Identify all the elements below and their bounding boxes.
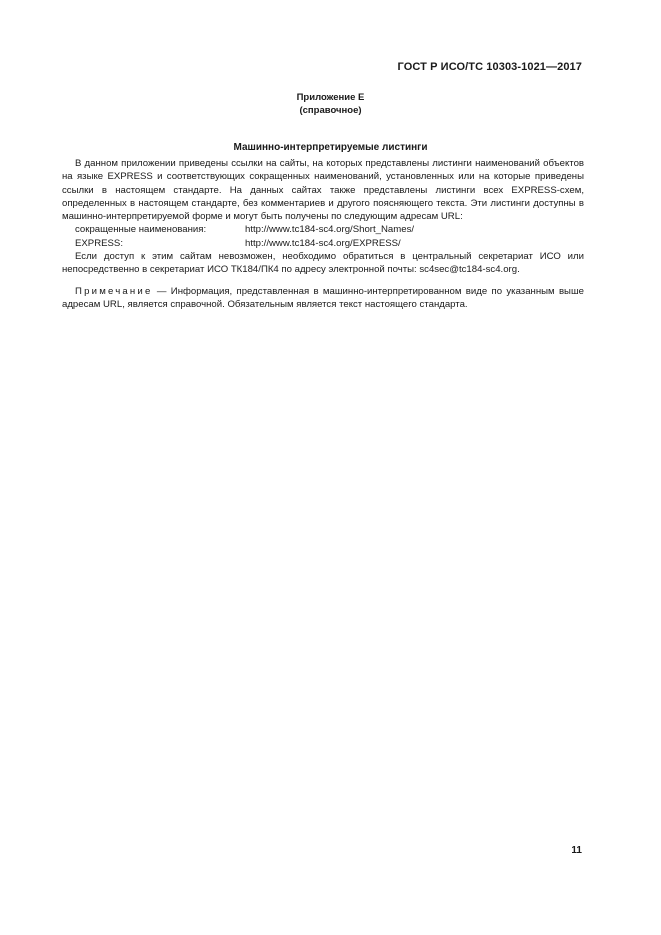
appendix-subtitle: (справочное) <box>299 105 362 116</box>
intro-paragraph: В данном приложении приведены ссылки на сайты, на которых представлены листинги наименований объектов на языке EXPRESS и соответствующих сокращенных наименований, установленных или на которые приведены ссылки в настоящем стандарте. На данных сайтах также представлены листинги всех EXPRESS-схем, определенных в настоящем стандарте, без комментариев и другого поясняющего текста. Эти листинги доступны в машинно-интерпретируемой форме и могут быть получены по следующим адресам URL: <box>62 158 584 223</box>
standard-designation: ГОСТ Р ИСО/ТС 10303-1021—2017 <box>397 61 582 73</box>
page-number: 11 <box>571 845 582 856</box>
note-label: Примечание <box>75 285 153 297</box>
contact-paragraph: Если доступ к этим сайтам невозможен, необходимо обратиться в центральный секретариат ИСО или непосредственно в секретариат ИСО ТК184/ПК4 по адресу электронной почты: sc4sec@tc184-sc4.org. <box>62 251 584 276</box>
body-text <box>62 157 584 311</box>
url-link[interactable]: http://www.tc184-sc4.org/Short_Names/ <box>245 224 415 236</box>
note-text: — Информация, представленная в машинно-интерпретированном виде по указанным выше адресам URL, является справочной. Обязательным является текст настоящего стандарта. <box>62 285 584 310</box>
url-row-short-names <box>62 223 584 236</box>
url-label: EXPRESS: <box>75 237 123 249</box>
note-paragraph <box>62 285 584 312</box>
url-link[interactable]: http://www.tc184-sc4.org/EXPRESS/ <box>245 237 401 249</box>
appendix-title: Приложение Е <box>296 92 365 103</box>
url-label: сокращенные наименования: <box>75 224 207 236</box>
section-heading: Машинно-интерпретируемые листинги <box>233 142 428 153</box>
appendix-title-block <box>0 91 661 117</box>
url-row-express <box>62 237 584 250</box>
